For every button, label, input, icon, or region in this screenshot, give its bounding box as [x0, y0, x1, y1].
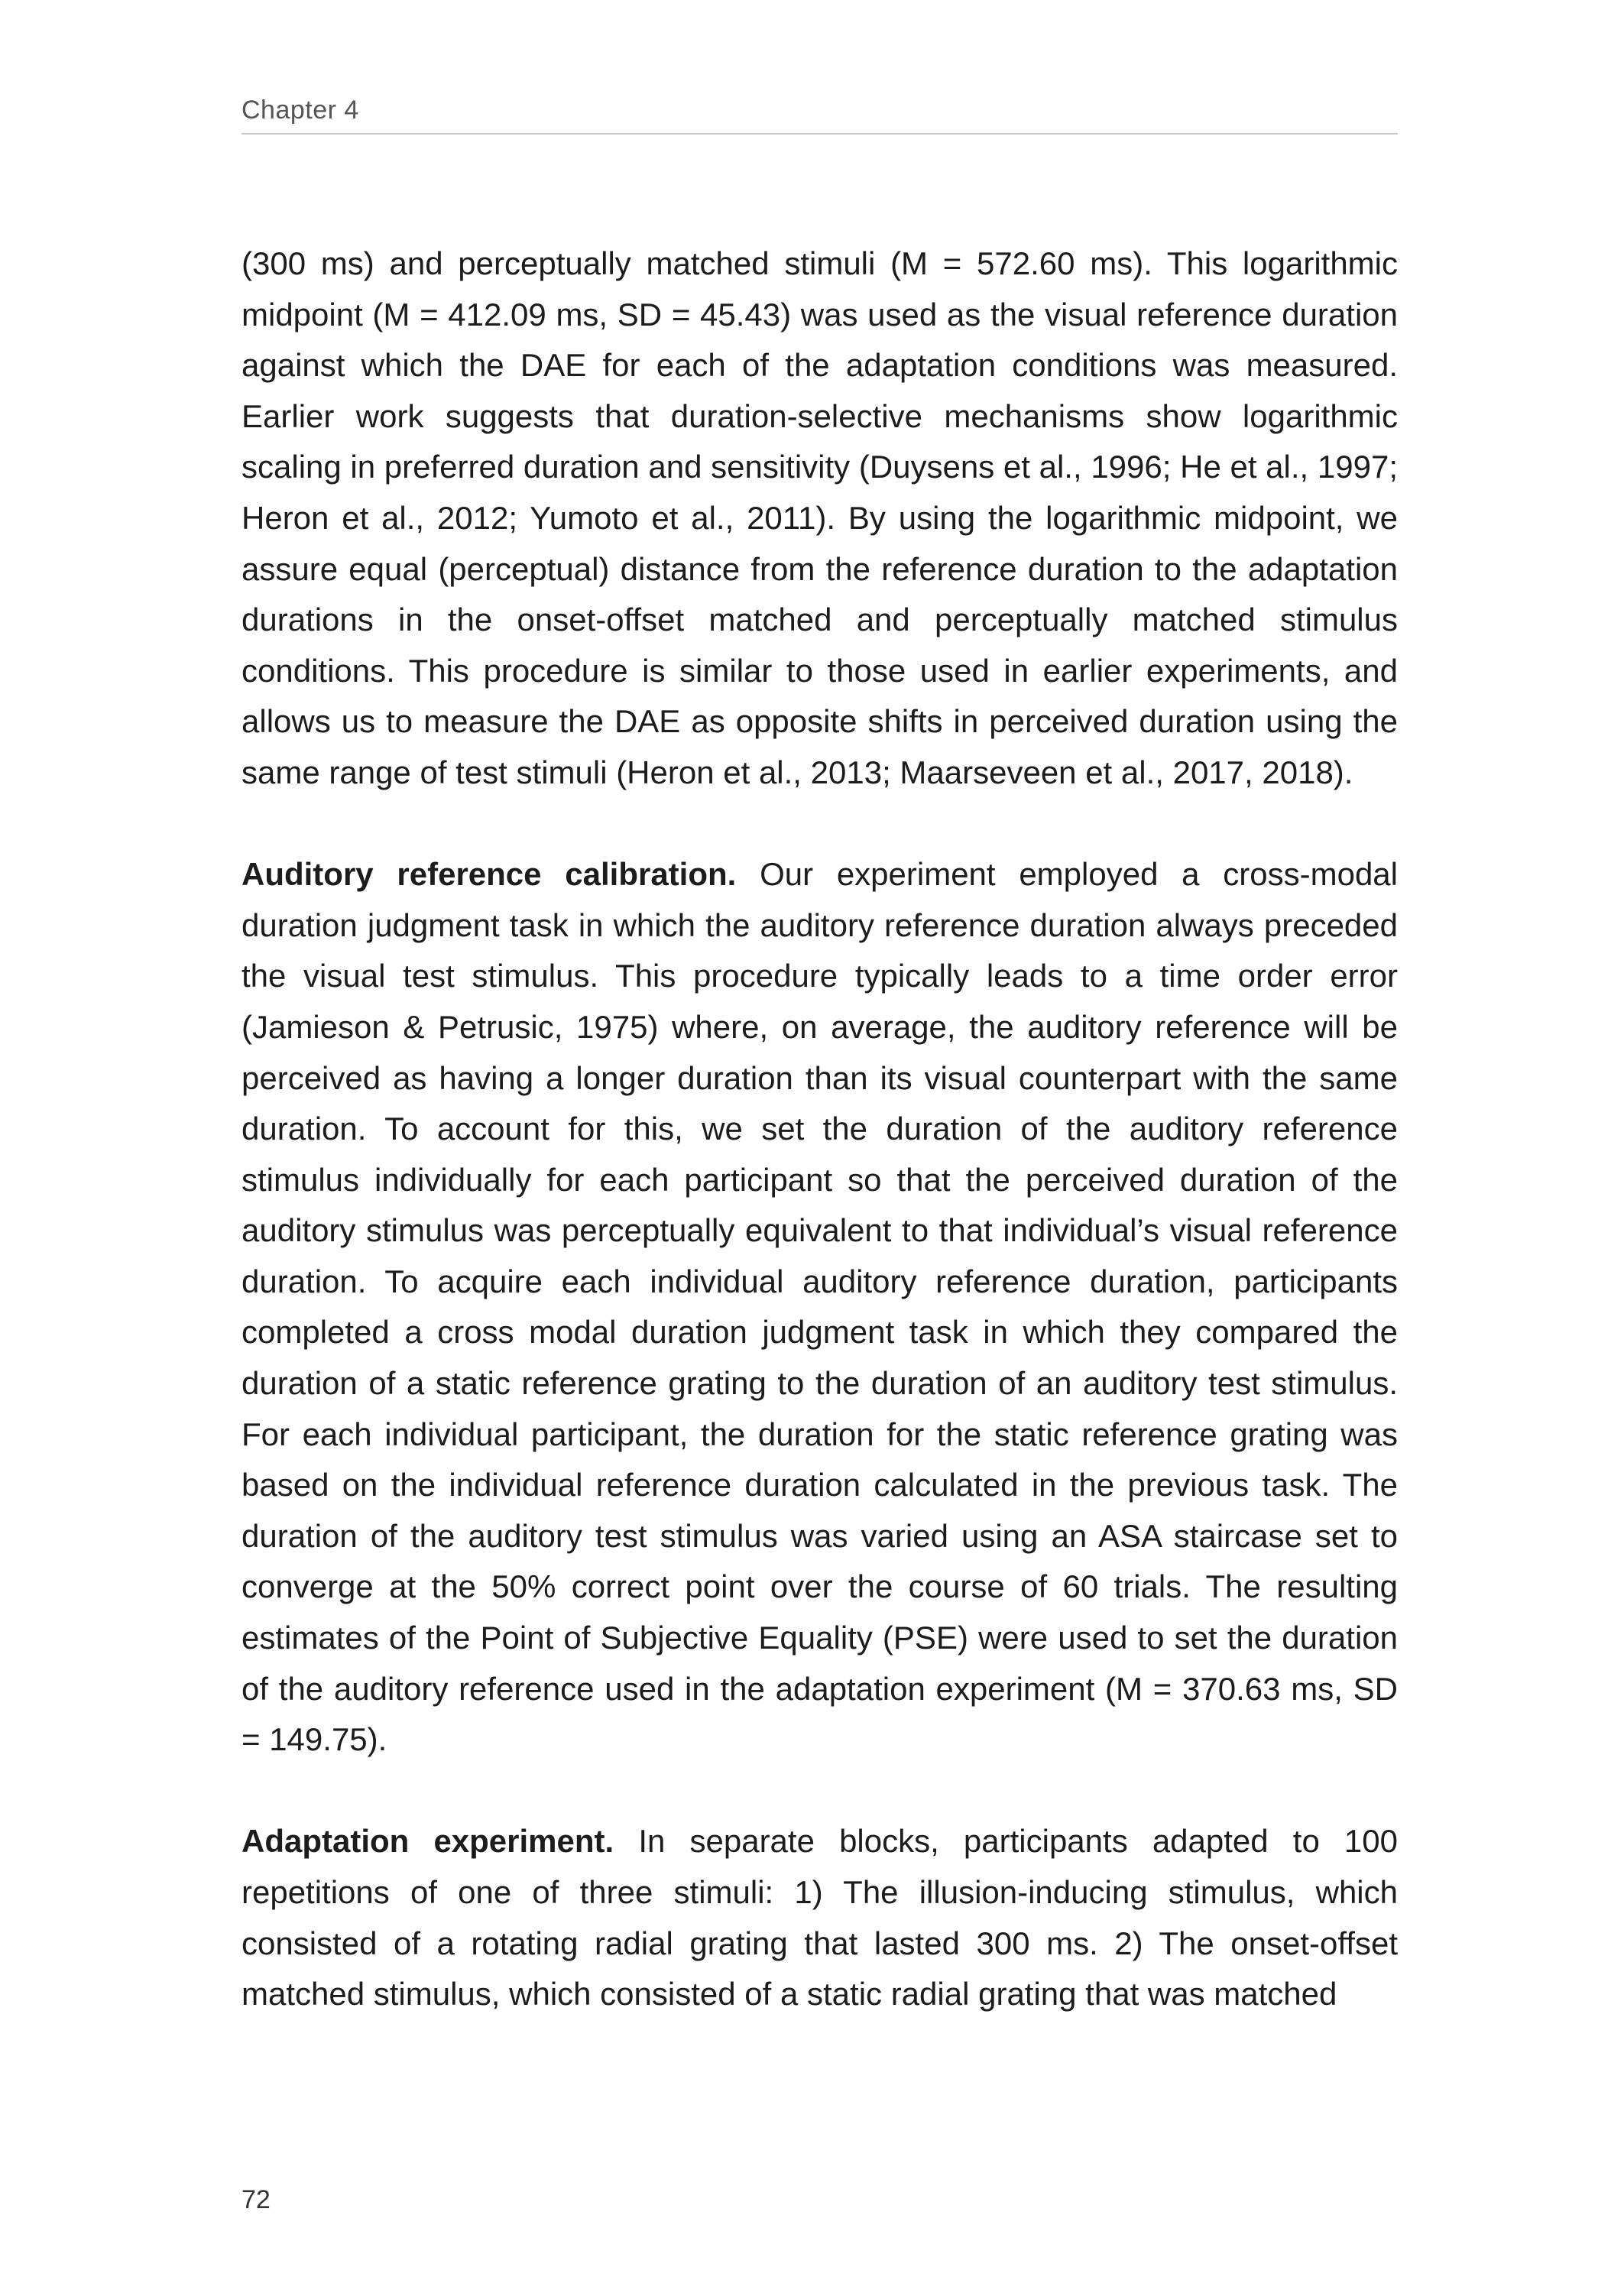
- run-in-heading: Adaptation experiment.: [241, 1823, 614, 1860]
- body-text: [241, 238, 1398, 2020]
- paragraph-auditory-reference-calibration: [241, 849, 1398, 1766]
- running-header: [241, 95, 1398, 135]
- paragraph-logarithmic-midpoint: [241, 238, 1398, 799]
- paragraph-text: (300 ms) and perceptually matched stimuli (M = 572.60 ms). This logarithmic midpoint (M = 412.09 ms, SD = 45.43) was used as the visual reference duration against which the DAE for each of the adaptation conditions was measured. Earlier work suggests that duration-selective mechanisms show logarithmic scaling in preferred duration and sensitivity (Duysens et al., 1996; He et al., 1997; Heron et al., 2012; Yumoto et al., 2011). By using the logarithmic midpoint, we assure equal (perceptual) distance from the reference duration to the adaptation durations in the onset-offset matched and perceptually matched stimulus conditions. This procedure is similar to those used in earlier experiments, and allows us to measure the DAE as opposite shifts in perceived duration using the same range of test stimuli (Heron et al., 2013; Maarseveen et al., 2017, 2018).: [241, 245, 1398, 790]
- paragraph-adaptation-experiment: [241, 1816, 1398, 2019]
- page-number: 72: [241, 2185, 271, 2214]
- paragraph-text: Our experiment employed a cross-modal duration judgment task in which the auditory reference duration always preceded the visual test stimulus. This procedure typically leads to a time order error (Jamieson & Petrusic, 1975) where, on average, the auditory reference will be perceived as having a longer duration than its visual counterpart with the same duration. To account for this, we set the duration of the auditory reference stimulus individually for each participant so that the perceived duration of the auditory stimulus was perceptually equivalent to that individual’s visual reference duration. To acquire each individual auditory reference duration, participants completed a cross modal duration judgment task in which they compared the duration of a static reference grating to the duration of an auditory test stimulus. For each individual participant, the duration for the static reference grating was based on the individual reference duration calculated in the previous task. The duration of the auditory test stimulus was varied using an ASA staircase set to converge at the 50% correct point over the course of 60 trials. The resulting estimates of the Point of Subjective Equality (PSE) were used to set the duration of the auditory reference used in the adaptation experiment (M = 370.63 ms, SD = 149.75).: [241, 856, 1398, 1758]
- run-in-heading: Auditory reference calibration.: [241, 856, 737, 893]
- chapter-label: Chapter 4: [241, 96, 359, 125]
- paragraph-text: In separate blocks, participants adapted to 100 repetitions of one of three stimuli: 1) The illusion-inducing stimulus, which consisted of a rotating radial grating that lasted 300 ms. 2) The onset-offset matched stimulus, which consisted of a static radial grating that was matched: [241, 1823, 1399, 2012]
